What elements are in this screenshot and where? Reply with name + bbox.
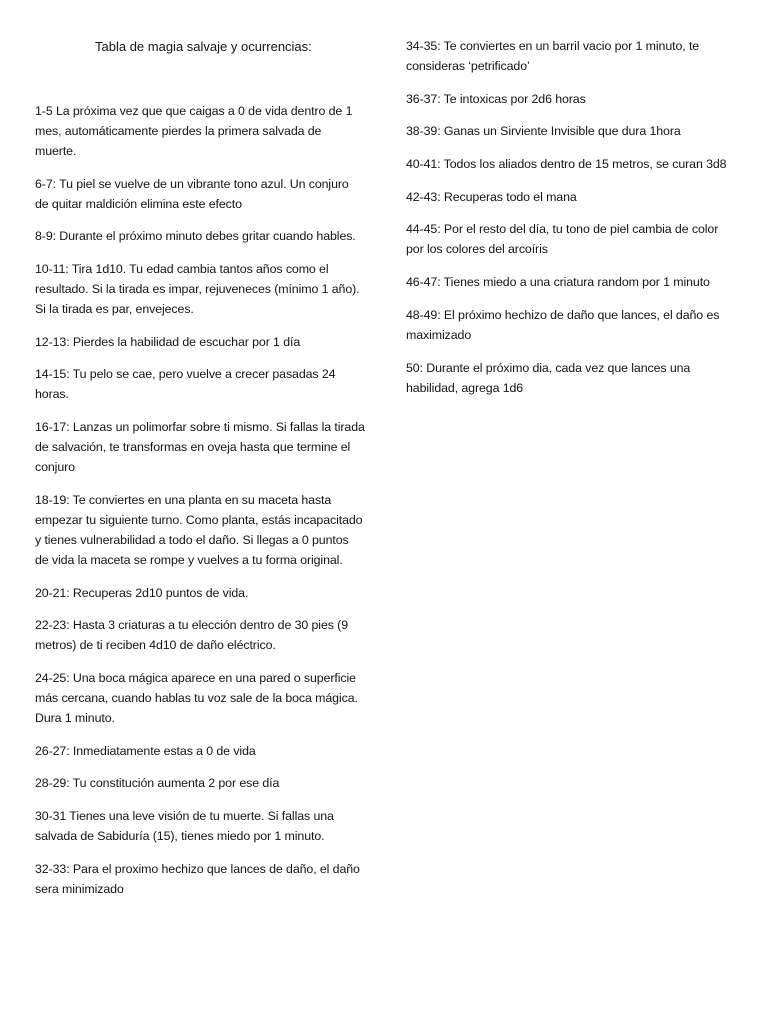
table-entry: 22-23: Hasta 3 criaturas a tu elección dentro de 30 pies (9 metros) de ti reciben 4d10 de daño eléctrico. [35, 618, 349, 653]
table-entry: 16-17: Lanzas un polimorfar sobre ti mismo. Si fallas la tirada de salvación, te transformas en oveja hasta que termine el conjuro [35, 420, 365, 475]
left-entry-list [35, 101, 365, 911]
table-entry: 1-5 La próxima vez que que caigas a 0 de vida dentro de 1 mes, automáticamente pierdes la primera salvada de muerte. [35, 104, 353, 158]
table-entry: 36-37: Te intoxicas por 2d6 horas [406, 91, 586, 106]
document-title: Tabla de magia salvaje y ocurrencias: [95, 39, 312, 54]
table-entry: 50: Durante el próximo dia, cada vez que lances una habilidad, agrega 1d6 [406, 360, 691, 395]
table-entry: 10-11: Tira 1d10. Tu edad cambia tantos años como el resultado. Si la tirada es impar, rejuveneces (mínimo 1 año). Si la tirada es par, envejeces. [35, 262, 360, 317]
table-entry: 8-9: Durante el próximo minuto debes gritar cuando hables. [35, 229, 356, 244]
table-entry: 42-43: Recuperas todo el mana [406, 189, 577, 204]
table-entry: 38-39: Ganas un Sirviente Invisible que dura 1hora [406, 124, 681, 139]
table-entry: 30-31 Tienes una leve visión de tu muerte. Si fallas una salvada de Sabiduría (15), tienes miedo por 1 minuto. [35, 808, 334, 843]
table-entry: 34-35: Te conviertes en un barril vacio por 1 minuto, te consideras ‘petrificado’ [406, 39, 700, 73]
table-entry: 12-13: Pierdes la habilidad de escuchar por 1 día [35, 334, 301, 349]
table-entry: 26-27: Inmediatamente estas a 0 de vida [35, 743, 256, 758]
table-entry: 6-7: Tu piel se vuelve de un vibrante tono azul. Un conjuro de quitar maldición elimina este efecto [35, 176, 349, 211]
table-entry: 40-41: Todos los aliados dentro de 15 metros, se curan 3d8 [406, 157, 727, 172]
table-entry: 18-19: Te conviertes en una planta en su maceta hasta empezar tu siguiente turno. Como planta, estás incapacitado y tienes vulnerabilidad a todo el daño. Si llegas a 0 puntos de vida la maceta se rompe y vuelves a tu forma original. [35, 492, 363, 567]
table-entry: 14-15: Tu pelo se cae, pero vuelve a crecer pasadas 24 horas. [35, 367, 336, 402]
table-entry: 32-33: Para el proximo hechizo que lances de daño, el daño sera minimizado [35, 861, 360, 896]
table-entry: 44-45: Por el resto del día, tu tono de piel cambia de color por los colores del arcoíris [406, 222, 719, 257]
table-entry: 20-21: Recuperas 2d10 puntos de vida. [35, 585, 249, 600]
table-entry: 48-49: El próximo hechizo de daño que lances, el daño es maximizado [406, 307, 720, 342]
right-entry-list [406, 36, 736, 410]
table-entry: 28-29: Tu constitución aumenta 2 por ese día [35, 776, 280, 791]
table-entry: 24-25: Una boca mágica aparece en una pared o superficie más cercana, cuando hablas tu voz sale de la boca mágica. Dura 1 minuto. [35, 670, 358, 725]
table-entry: 46-47: Tienes miedo a una criatura random por 1 minuto [406, 275, 710, 290]
